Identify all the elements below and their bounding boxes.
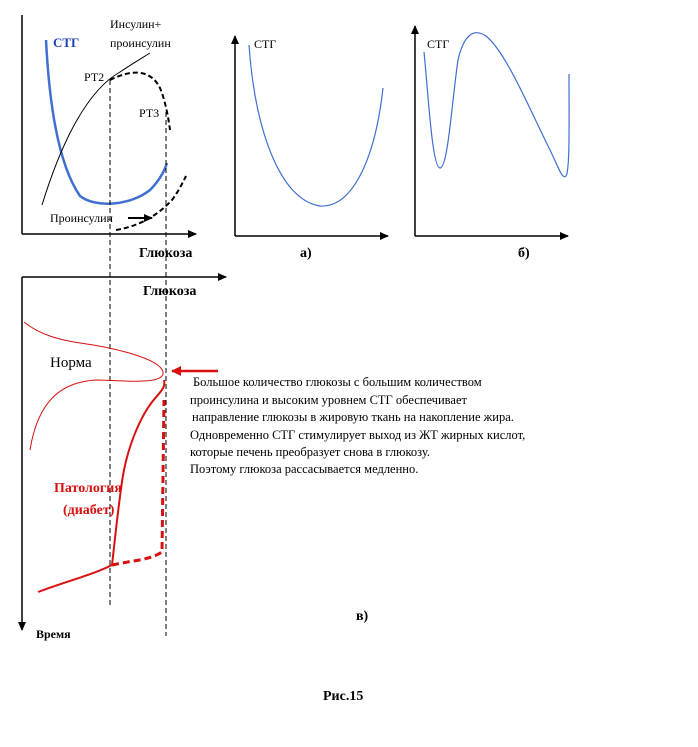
- panel-b-stg-label: СТГ: [427, 37, 450, 51]
- explanation-note: [190, 375, 525, 476]
- note-line-2: проинсулина и высоким уровнем СТГ обеспечивает: [190, 393, 467, 407]
- norm-curve: [24, 322, 163, 450]
- panel-c-caption: в): [356, 609, 369, 624]
- panel-a-curve: [249, 45, 383, 206]
- pathology-label-line1: Патология: [54, 481, 122, 496]
- panel-a: [235, 36, 388, 261]
- note-line-4: Одновременно СТГ стимулирует выход из ЖТ жирных кислот,: [190, 428, 526, 442]
- note-line-6: Поэтому глюкоза рассасывается медленно.: [190, 462, 419, 476]
- note-line-1: Большое количество глюкозы с большим количеством: [193, 375, 482, 389]
- insulin-label-line1: Инсулин+: [110, 17, 162, 31]
- panel-b-caption: б): [518, 246, 530, 261]
- insulin-label-line2: проинсулин: [110, 36, 171, 50]
- panel-c: [22, 80, 525, 641]
- panel-c-x-label: Глюкоза: [143, 284, 197, 299]
- main-stg-label: СТГ: [53, 35, 80, 50]
- norm-label: Норма: [50, 355, 92, 371]
- panel-b: [415, 26, 569, 261]
- main-x-label: Глюкоза: [139, 246, 193, 261]
- proinsulin-label: Проинсулин: [50, 211, 113, 225]
- panel-c-y-label: Время: [36, 627, 71, 641]
- figure-caption: Рис.15: [323, 689, 364, 704]
- rt2-label: РТ2: [84, 70, 105, 84]
- note-line-3: направление глюкозы в жировую ткань на накопление жира.: [192, 410, 514, 424]
- note-line-5: которые печень преобразует снова в глюкозу.: [190, 445, 430, 459]
- panel-a-stg-label: СТГ: [254, 37, 277, 51]
- panel-b-curve: [424, 33, 569, 177]
- pathology-label-line2: (диабет): [63, 503, 115, 518]
- panel-a-caption: а): [300, 246, 312, 261]
- main-stg-curve: [46, 40, 167, 204]
- main-proinsulin-dashed-curve: [116, 176, 186, 230]
- main-insulin-dashed-curve: [110, 73, 170, 130]
- panel-main: [22, 15, 196, 261]
- rt3-label: РТ3: [139, 106, 160, 120]
